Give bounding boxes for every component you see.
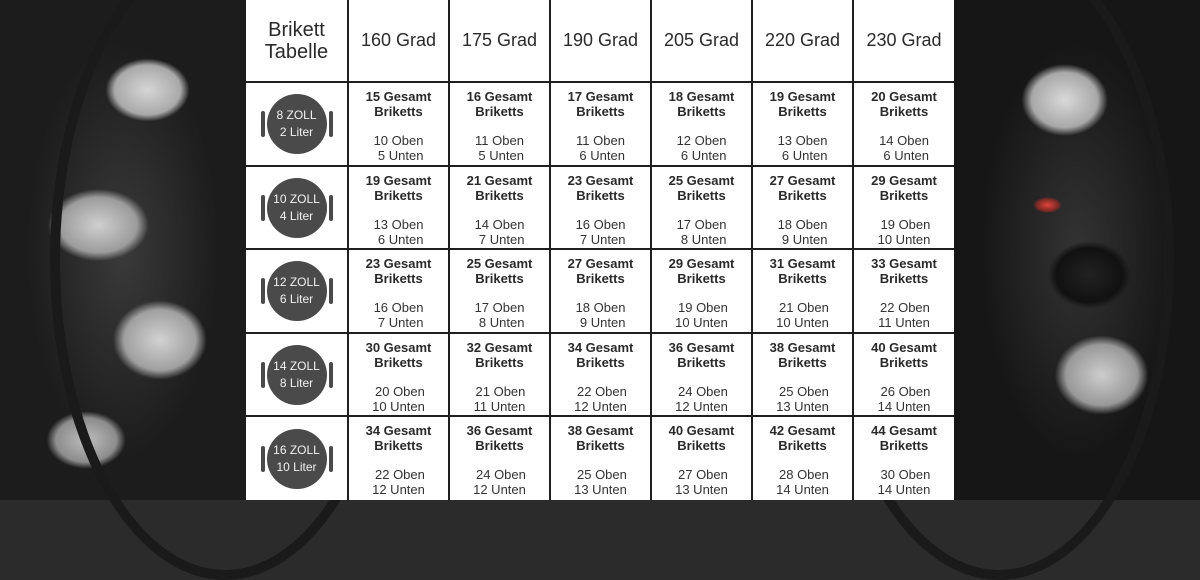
bottom-count: 13 Unten bbox=[574, 482, 627, 498]
temperature-header: 230 Grad bbox=[853, 0, 954, 82]
top-bottom-split bbox=[878, 217, 931, 247]
temperature-header: 175 Grad bbox=[449, 0, 550, 82]
top-bottom-split bbox=[475, 133, 524, 163]
briketts-label: Briketts bbox=[475, 104, 524, 120]
briquette-cell-content bbox=[551, 250, 650, 332]
top-bottom-split bbox=[374, 300, 424, 330]
briketts-label: Briketts bbox=[879, 104, 929, 120]
top-bottom-split bbox=[878, 300, 930, 330]
total-count: 29 Gesamt bbox=[668, 256, 735, 272]
top-bottom-split bbox=[776, 467, 829, 497]
pot-handle-left bbox=[261, 195, 265, 221]
briquette-cell bbox=[550, 333, 651, 417]
top-count: 30 Oben bbox=[880, 467, 931, 483]
top-count: 25 Oben bbox=[779, 383, 829, 399]
total-count: 23 Gesamt bbox=[567, 172, 634, 188]
briquette-cell-content bbox=[854, 334, 954, 416]
top-bottom-split bbox=[374, 217, 424, 247]
top-bottom-split bbox=[576, 133, 625, 163]
briquette-cell bbox=[752, 416, 853, 500]
pot-handle-right bbox=[329, 362, 333, 388]
top-count: 11 Oben bbox=[475, 133, 524, 149]
total-count: 44 Gesamt bbox=[871, 423, 937, 439]
briquette-cell bbox=[348, 333, 449, 417]
total-count: 17 Gesamt bbox=[567, 89, 634, 105]
top-bottom-split bbox=[372, 384, 425, 414]
briquette-cell-content bbox=[551, 167, 650, 249]
pot-body bbox=[267, 261, 327, 321]
briketts-label: Briketts bbox=[879, 187, 929, 203]
table-row bbox=[246, 82, 954, 166]
total-count: 25 Gesamt bbox=[466, 256, 533, 272]
dutch-oven-icon bbox=[261, 345, 333, 405]
bottom-count: 10 Unten bbox=[776, 315, 829, 331]
briquette-cell bbox=[651, 333, 752, 417]
top-bottom-split bbox=[677, 217, 727, 247]
bottom-count: 14 Unten bbox=[776, 482, 829, 498]
pot-handle-right bbox=[329, 278, 333, 304]
top-count: 27 Oben bbox=[678, 467, 728, 483]
top-count: 26 Oben bbox=[880, 383, 931, 399]
briquette-cell bbox=[853, 333, 954, 417]
top-count: 19 Oben bbox=[678, 300, 728, 316]
top-bottom-split bbox=[776, 300, 829, 330]
briquette-cell bbox=[348, 416, 449, 500]
bottom-count: 13 Unten bbox=[675, 482, 728, 498]
top-count: 14 Oben bbox=[879, 133, 929, 149]
briquette-cell-content bbox=[753, 167, 852, 249]
briquette-cell bbox=[550, 82, 651, 166]
bottom-count: 10 Unten bbox=[372, 398, 425, 414]
briquette-cell bbox=[550, 416, 651, 500]
top-bottom-split bbox=[778, 217, 828, 247]
pot-size-label: 14 ZOLL bbox=[273, 358, 320, 373]
bottom-count: 8 Unten bbox=[680, 231, 727, 247]
top-bottom-split bbox=[574, 384, 627, 414]
briquette-cell bbox=[449, 166, 550, 250]
top-count: 25 Oben bbox=[577, 467, 627, 483]
total-count: 30 Gesamt bbox=[365, 339, 432, 355]
top-bottom-split bbox=[675, 384, 728, 414]
briketts-label: Briketts bbox=[576, 271, 625, 287]
total-count: 29 Gesamt bbox=[871, 172, 937, 188]
briquette-cell bbox=[752, 82, 853, 166]
pot-handle-left bbox=[261, 111, 265, 137]
table-row bbox=[246, 249, 954, 333]
top-bottom-split bbox=[878, 467, 931, 497]
table-title-line2: Tabelle bbox=[264, 40, 329, 63]
bottom-count: 11 Unten bbox=[473, 398, 526, 414]
total-count: 33 Gesamt bbox=[871, 256, 937, 272]
briketts-label: Briketts bbox=[677, 354, 726, 370]
briquette-cell-content bbox=[349, 417, 448, 500]
top-count: 16 Oben bbox=[575, 216, 626, 232]
pot-body bbox=[267, 429, 327, 489]
bottom-count: 11 Unten bbox=[878, 315, 930, 331]
total-count: 40 Gesamt bbox=[668, 423, 735, 439]
briketts-label: Briketts bbox=[677, 104, 726, 120]
briquette-cell-content bbox=[349, 250, 448, 332]
pot-volume-label: 8 Liter bbox=[279, 375, 314, 390]
total-count: 19 Gesamt bbox=[365, 172, 432, 188]
briquette-cell-content bbox=[450, 83, 549, 165]
top-bottom-split bbox=[374, 133, 424, 163]
pot-handle-right bbox=[329, 446, 333, 472]
bottom-count: 12 Unten bbox=[574, 398, 627, 414]
top-bottom-split bbox=[879, 133, 929, 163]
bottom-count: 6 Unten bbox=[781, 148, 828, 164]
bottom-count: 13 Unten bbox=[776, 398, 829, 414]
briquette-cell-content bbox=[652, 334, 751, 416]
briketts-label: Briketts bbox=[879, 271, 929, 287]
briketts-label: Briketts bbox=[576, 187, 625, 203]
briquette-cell-content bbox=[753, 334, 852, 416]
bottom-count: 14 Unten bbox=[877, 398, 931, 414]
temperature-header: 220 Grad bbox=[752, 0, 853, 82]
top-count: 10 Oben bbox=[373, 133, 424, 149]
briquette-cell bbox=[853, 82, 954, 166]
pot-size-label: 10 ZOLL bbox=[273, 191, 320, 206]
top-bottom-split bbox=[677, 133, 727, 163]
charcoal-photo-left bbox=[0, 0, 246, 500]
pot-volume-label: 4 Liter bbox=[279, 208, 314, 223]
briquette-cell bbox=[651, 416, 752, 500]
table-row bbox=[246, 416, 954, 500]
top-bottom-split bbox=[574, 467, 627, 497]
briketts-label: Briketts bbox=[475, 271, 524, 287]
briquette-cell-content bbox=[854, 417, 954, 500]
briquette-cell bbox=[651, 166, 752, 250]
bottom-count: 6 Unten bbox=[680, 148, 727, 164]
briquette-cell bbox=[853, 249, 954, 333]
briquette-cell bbox=[752, 333, 853, 417]
briquette-cell bbox=[550, 249, 651, 333]
top-bottom-split bbox=[475, 300, 525, 330]
total-count: 36 Gesamt bbox=[668, 339, 735, 355]
briquette-cell-content bbox=[753, 83, 852, 165]
briketts-label: Briketts bbox=[475, 354, 524, 370]
briquette-cell bbox=[449, 82, 550, 166]
top-bottom-split bbox=[675, 467, 728, 497]
briketts-label: Briketts bbox=[879, 354, 929, 370]
temperature-header: 190 Grad bbox=[550, 0, 651, 82]
total-count: 38 Gesamt bbox=[769, 339, 836, 355]
top-count: 11 Oben bbox=[576, 133, 625, 149]
pot-handle-left bbox=[261, 278, 265, 304]
briquette-cell bbox=[752, 249, 853, 333]
top-count: 24 Oben bbox=[476, 467, 526, 483]
pot-handle-left bbox=[261, 362, 265, 388]
bottom-count: 7 Unten bbox=[478, 231, 525, 247]
top-count: 19 Oben bbox=[880, 216, 931, 232]
top-count: 28 Oben bbox=[779, 467, 829, 483]
pot-size-label: 12 ZOLL bbox=[273, 275, 320, 290]
charcoal-photo-right bbox=[954, 0, 1200, 500]
bottom-count: 9 Unten bbox=[781, 231, 828, 247]
briquette-cell-content bbox=[349, 167, 448, 249]
top-bottom-split bbox=[576, 217, 626, 247]
dutch-oven-icon bbox=[261, 261, 333, 321]
briquette-cell bbox=[853, 166, 954, 250]
bottom-count: 6 Unten bbox=[883, 148, 929, 164]
briketts-label: Briketts bbox=[879, 438, 929, 454]
briquette-cell bbox=[348, 249, 449, 333]
top-count: 21 Oben bbox=[779, 300, 829, 316]
bottom-count: 8 Unten bbox=[478, 315, 525, 331]
briquette-cell-content bbox=[551, 334, 650, 416]
briquette-cell-content bbox=[551, 417, 650, 500]
top-bottom-split bbox=[473, 467, 526, 497]
temperature-header: 160 Grad bbox=[348, 0, 449, 82]
top-count: 24 Oben bbox=[678, 383, 728, 399]
briquette-table bbox=[246, 0, 954, 500]
briquette-cell-content bbox=[652, 83, 751, 165]
briketts-label: Briketts bbox=[677, 271, 726, 287]
bottom-count: 5 Unten bbox=[478, 148, 524, 164]
total-count: 21 Gesamt bbox=[466, 172, 533, 188]
briketts-label: Briketts bbox=[374, 438, 423, 454]
briquette-cell-content bbox=[450, 167, 549, 249]
briquette-cell bbox=[449, 416, 550, 500]
pot-body bbox=[267, 178, 327, 238]
top-bottom-split bbox=[778, 133, 828, 163]
briketts-label: Briketts bbox=[576, 104, 625, 120]
table-row bbox=[246, 333, 954, 417]
briketts-label: Briketts bbox=[576, 438, 625, 454]
pot-volume-label: 2 Liter bbox=[279, 125, 314, 140]
bottom-count: 5 Unten bbox=[377, 148, 424, 164]
top-count: 16 Oben bbox=[373, 300, 424, 316]
total-count: 36 Gesamt bbox=[466, 423, 533, 439]
briketts-label: Briketts bbox=[475, 187, 524, 203]
pot-size-cell bbox=[246, 82, 348, 166]
pot-body bbox=[267, 94, 327, 154]
total-count: 25 Gesamt bbox=[668, 172, 735, 188]
pot-handle-right bbox=[329, 111, 333, 137]
total-count: 34 Gesamt bbox=[365, 423, 432, 439]
dutch-oven-icon bbox=[261, 178, 333, 238]
top-count: 13 Oben bbox=[777, 133, 828, 149]
briketts-label: Briketts bbox=[576, 354, 625, 370]
total-count: 38 Gesamt bbox=[567, 423, 634, 439]
briquette-cell-content bbox=[450, 250, 549, 332]
bottom-count: 10 Unten bbox=[675, 315, 728, 331]
bottom-count: 12 Unten bbox=[675, 398, 728, 414]
briquette-cell-content bbox=[854, 250, 954, 332]
pot-volume-label: 6 Liter bbox=[279, 292, 314, 307]
briketts-label: Briketts bbox=[778, 438, 827, 454]
pot-size-cell bbox=[246, 416, 348, 500]
pot-body bbox=[267, 345, 327, 405]
briquette-cell bbox=[550, 166, 651, 250]
pot-size-cell bbox=[246, 333, 348, 417]
pot-size-cell bbox=[246, 166, 348, 250]
top-count: 22 Oben bbox=[577, 383, 627, 399]
top-count: 14 Oben bbox=[474, 216, 525, 232]
briketts-label: Briketts bbox=[778, 354, 827, 370]
bottom-count: 7 Unten bbox=[377, 315, 424, 331]
briquette-cell bbox=[449, 333, 550, 417]
top-count: 13 Oben bbox=[373, 216, 424, 232]
top-bottom-split bbox=[474, 384, 526, 414]
pot-size-cell bbox=[246, 249, 348, 333]
top-bottom-split bbox=[576, 300, 626, 330]
briquette-cell-content bbox=[753, 250, 852, 332]
top-count: 18 Oben bbox=[575, 300, 626, 316]
briketts-label: Briketts bbox=[778, 104, 827, 120]
briketts-label: Briketts bbox=[374, 354, 423, 370]
total-count: 32 Gesamt bbox=[466, 339, 533, 355]
total-count: 34 Gesamt bbox=[567, 339, 634, 355]
top-bottom-split bbox=[776, 384, 829, 414]
total-count: 42 Gesamt bbox=[769, 423, 836, 439]
top-count: 20 Oben bbox=[375, 383, 425, 399]
briquette-cell bbox=[348, 82, 449, 166]
briquette-cell-content bbox=[854, 83, 954, 165]
briquette-cell bbox=[651, 82, 752, 166]
pot-volume-label: 10 Liter bbox=[276, 459, 317, 474]
total-count: 15 Gesamt bbox=[365, 89, 432, 105]
total-count: 16 Gesamt bbox=[466, 89, 533, 105]
dutch-oven-icon bbox=[261, 94, 333, 154]
total-count: 20 Gesamt bbox=[871, 89, 937, 105]
top-count: 22 Oben bbox=[375, 467, 425, 483]
header-row bbox=[246, 0, 954, 82]
top-count: 17 Oben bbox=[474, 300, 525, 316]
top-bottom-split bbox=[372, 467, 425, 497]
briketts-label: Briketts bbox=[677, 438, 726, 454]
briquette-cell bbox=[853, 416, 954, 500]
table-title-line1: Brikett bbox=[268, 18, 325, 41]
briquette-cell bbox=[651, 249, 752, 333]
bottom-count: 12 Unten bbox=[372, 482, 425, 498]
top-bottom-split bbox=[878, 384, 931, 414]
briketts-label: Briketts bbox=[677, 187, 726, 203]
total-count: 27 Gesamt bbox=[769, 172, 836, 188]
bottom-count: 12 Unten bbox=[473, 482, 526, 498]
briquette-cell bbox=[752, 166, 853, 250]
top-count: 21 Oben bbox=[475, 383, 526, 399]
top-count: 22 Oben bbox=[880, 300, 930, 316]
top-bottom-split bbox=[675, 300, 728, 330]
total-count: 31 Gesamt bbox=[769, 256, 836, 272]
briquette-cell-content bbox=[450, 417, 549, 500]
briquette-cell-content bbox=[450, 334, 549, 416]
top-count: 12 Oben bbox=[676, 133, 727, 149]
total-count: 18 Gesamt bbox=[668, 89, 735, 105]
bottom-count: 14 Unten bbox=[877, 482, 931, 498]
briquette-cell bbox=[348, 166, 449, 250]
total-count: 19 Gesamt bbox=[769, 89, 836, 105]
briquette-cell-content bbox=[652, 250, 751, 332]
bottom-count: 6 Unten bbox=[579, 148, 625, 164]
pot-size-label: 16 ZOLL bbox=[273, 442, 320, 457]
briketts-label: Briketts bbox=[374, 104, 423, 120]
bottom-count: 10 Unten bbox=[877, 231, 931, 247]
total-count: 40 Gesamt bbox=[871, 339, 937, 355]
temperature-header: 205 Grad bbox=[651, 0, 752, 82]
briquette-cell-content bbox=[551, 83, 650, 165]
briquette-cell-content bbox=[753, 417, 852, 500]
table-row bbox=[246, 166, 954, 250]
bottom-count: 9 Unten bbox=[579, 315, 626, 331]
total-count: 27 Gesamt bbox=[567, 256, 634, 272]
top-count: 17 Oben bbox=[676, 216, 727, 232]
briketts-label: Briketts bbox=[778, 187, 827, 203]
total-count: 23 Gesamt bbox=[365, 256, 432, 272]
dutch-oven-icon bbox=[261, 429, 333, 489]
briketts-label: Briketts bbox=[374, 271, 423, 287]
pot-handle-left bbox=[261, 446, 265, 472]
briketts-label: Briketts bbox=[475, 438, 524, 454]
briquette-cell-content bbox=[652, 417, 751, 500]
pot-handle-right bbox=[329, 195, 333, 221]
pot-size-label: 8 ZOLL bbox=[276, 108, 317, 123]
briquette-cell-content bbox=[854, 167, 954, 249]
briquette-cell-content bbox=[349, 334, 448, 416]
briquette-cell-content bbox=[349, 83, 448, 165]
briquette-cell bbox=[449, 249, 550, 333]
briketts-label: Briketts bbox=[778, 271, 827, 287]
bottom-count: 6 Unten bbox=[377, 231, 424, 247]
top-count: 18 Oben bbox=[777, 216, 828, 232]
top-bottom-split bbox=[475, 217, 525, 247]
table-title bbox=[246, 0, 348, 82]
briketts-label: Briketts bbox=[374, 187, 423, 203]
briquette-cell-content bbox=[652, 167, 751, 249]
bottom-count: 7 Unten bbox=[579, 231, 626, 247]
